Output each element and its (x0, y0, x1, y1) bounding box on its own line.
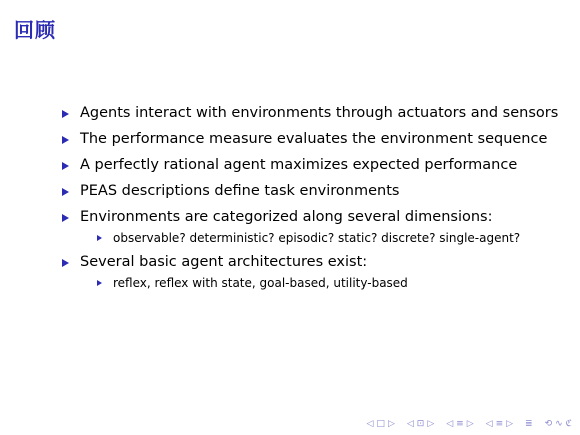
nav-section-next-icon[interactable]: ▷ (466, 419, 474, 429)
nav-subsection-icon[interactable]: ⊡ (416, 419, 425, 429)
slide-content (62, 103, 562, 297)
bullet-item (62, 155, 562, 176)
bullet-text: Environments are categorized along several dimensions: (80, 209, 493, 225)
nav-frame-next-icon[interactable]: ▷ (387, 419, 395, 429)
nav-subsection-next-icon[interactable]: ▷ (427, 419, 435, 429)
nav-document-prev-icon[interactable]: ◁ (485, 419, 493, 429)
bullet-text: Several basic agent architectures exist: (80, 254, 368, 270)
nav-align-icon[interactable]: ≣ (525, 419, 533, 429)
bullet-triangle-icon (62, 214, 69, 222)
nav-document-next-icon[interactable]: ▷ (506, 419, 514, 429)
sub-bullet-item (97, 275, 562, 292)
bullet-triangle-icon (62, 162, 69, 170)
bullet-triangle-icon (62, 110, 69, 118)
bullet-item (62, 181, 562, 202)
bullet-item (62, 207, 562, 247)
bullet-triangle-icon (62, 136, 69, 144)
bullet-list (62, 103, 562, 292)
nav-frame-icon[interactable]: □ (376, 419, 385, 429)
nav-section-prev-icon[interactable]: ◁ (446, 419, 454, 429)
bullet-item (62, 129, 562, 150)
sub-bullet-triangle-icon (97, 235, 102, 241)
sub-bullet-triangle-icon (97, 280, 102, 286)
bullet-text: A perfectly rational agent maximizes expected performance (80, 157, 518, 173)
bullet-text: PEAS descriptions define task environments (80, 183, 400, 199)
bullet-item (62, 103, 562, 124)
sub-bullet-item (97, 230, 562, 247)
sub-bullet-text: reflex, reflex with state, goal-based, utility-based (113, 276, 408, 290)
bullet-text: The performance measure evaluates the environment sequence (80, 131, 548, 147)
nav-forward-icon[interactable]: ℭ (565, 419, 572, 429)
sub-bullet-list (80, 275, 562, 292)
sub-bullet-text: observable? deterministic? episodic? static? discrete? single-agent? (113, 231, 521, 245)
slide-title: 回顾 (14, 18, 56, 42)
bullet-triangle-icon (62, 188, 69, 196)
sub-bullet-list (80, 230, 562, 247)
bullet-item (62, 252, 562, 292)
nav-back-icon[interactable]: ∿ (555, 419, 563, 429)
nav-document-icon[interactable]: ≡ (495, 419, 504, 429)
bullet-text: Agents interact with environments through actuators and sensors (80, 105, 559, 121)
nav-subsection-prev-icon[interactable]: ◁ (406, 419, 414, 429)
nav-section-icon[interactable]: ≡ (456, 419, 464, 429)
beamer-navigation-bar (367, 419, 573, 429)
nav-search-icon[interactable]: ⟲ (544, 419, 553, 429)
bullet-triangle-icon (62, 259, 69, 267)
nav-frame-prev-icon[interactable]: ◁ (366, 419, 374, 429)
